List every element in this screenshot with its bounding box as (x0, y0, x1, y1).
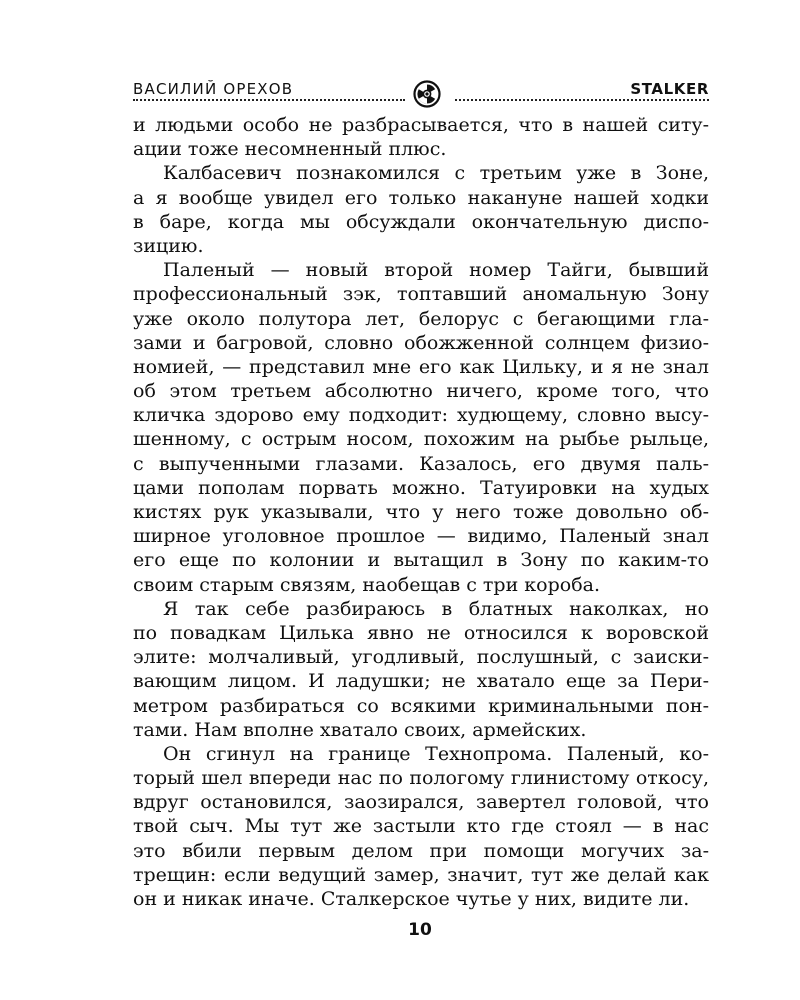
text-line: тами. Нам вполне хватало своих, армейских. (133, 718, 587, 741)
paragraph (133, 258, 709, 597)
paragraph (133, 597, 709, 742)
text-line: ации тоже несомненный плюс. (133, 138, 447, 161)
text-line: он и никак иначе. Сталкерское чутье у них, видите ли. (133, 888, 690, 910)
text-line: цами пополам порвать можно. Татуировки на худых (133, 476, 709, 499)
body-text (133, 113, 709, 911)
paragraph (133, 161, 709, 258)
text-line: а я вообще увидел его только накануне нашей ходки (133, 186, 709, 209)
text-line: и людьми особо не разбрасывается, что в нашей ситу- (133, 114, 709, 136)
page-number: 10 (408, 920, 432, 940)
text-line: об этом третьем абсолютно ничего, кроме того, что (133, 380, 709, 403)
text-line: номией, — представил мне его как Цильку, и я не знал (133, 355, 709, 378)
running-header (133, 78, 709, 108)
text-line: Калбасевич познакомился с третьим уже в Зоне, (163, 162, 709, 185)
text-line: метром разбираться со всякими криминальными пон- (133, 694, 709, 717)
text-line: Я так себе разбираюсь в блатных наколках, но (163, 597, 709, 620)
text-line: торый шел впереди нас по пологому глинистому откосу, (133, 767, 709, 790)
text-line: уже около полутора лет, белорус с бегающими гла- (133, 307, 709, 330)
text-line: своим старым связям, наобещав с три короба. (133, 573, 600, 596)
text-line: профессиональный зэк, топтавший аномальную Зону (133, 283, 709, 306)
text-line: Паленый — новый второй номер Тайги, бывший (163, 259, 709, 282)
text-line: это вбили первым делом при помощи могучих за- (133, 839, 709, 862)
header-dotted-rule-right (455, 99, 709, 101)
series-title: STALKER (630, 80, 709, 98)
paragraph (133, 113, 709, 161)
text-line: по повадкам Цилька явно не относился к воровской (133, 621, 709, 644)
text-line: шенному, с острым носом, похожим на рыбье рыльце, (133, 428, 709, 451)
text-line: вдруг остановился, заозирался, завертел головой, что (133, 791, 709, 814)
author-name: ВАСИЛИЙ ОРЕХОВ (133, 80, 294, 98)
header-dotted-rule-left (133, 99, 405, 101)
text-line: его еще по колонии и вытащил в Зону по каким-то (133, 549, 709, 572)
text-line: в баре, когда мы обсуждали окончательную диспо- (133, 210, 709, 233)
text-line: вающим лицом. И ладушки; не хватало еще за Пери- (133, 670, 709, 693)
text-line: кличка здорово ему подходит: худющему, словно высу- (133, 404, 709, 427)
text-line: трещин: если ведущий замер, значит, тут же делай как (133, 863, 709, 886)
text-line: кистях рук указывали, что у него тоже довольно об- (133, 501, 709, 523)
text-line: твой сыч. Мы тут же застыли кто где стоял — в нас (133, 815, 709, 838)
radiation-hazard-icon (413, 80, 441, 108)
text-line: зами и багровой, словно обожженной солнцем физио- (133, 331, 709, 354)
text-line: ширное уголовное прошлое — видимо, Паленый знал (133, 525, 709, 548)
text-line: зицию. (133, 234, 204, 257)
paragraph (133, 742, 709, 911)
text-line: элите: молчаливый, угодливый, послушный, с заиски- (133, 646, 709, 669)
text-line: с выпученными глазами. Казалось, его двумя паль- (133, 452, 709, 475)
text-line: Он сгинул на границе Технопрома. Паленый, ко- (163, 742, 709, 765)
